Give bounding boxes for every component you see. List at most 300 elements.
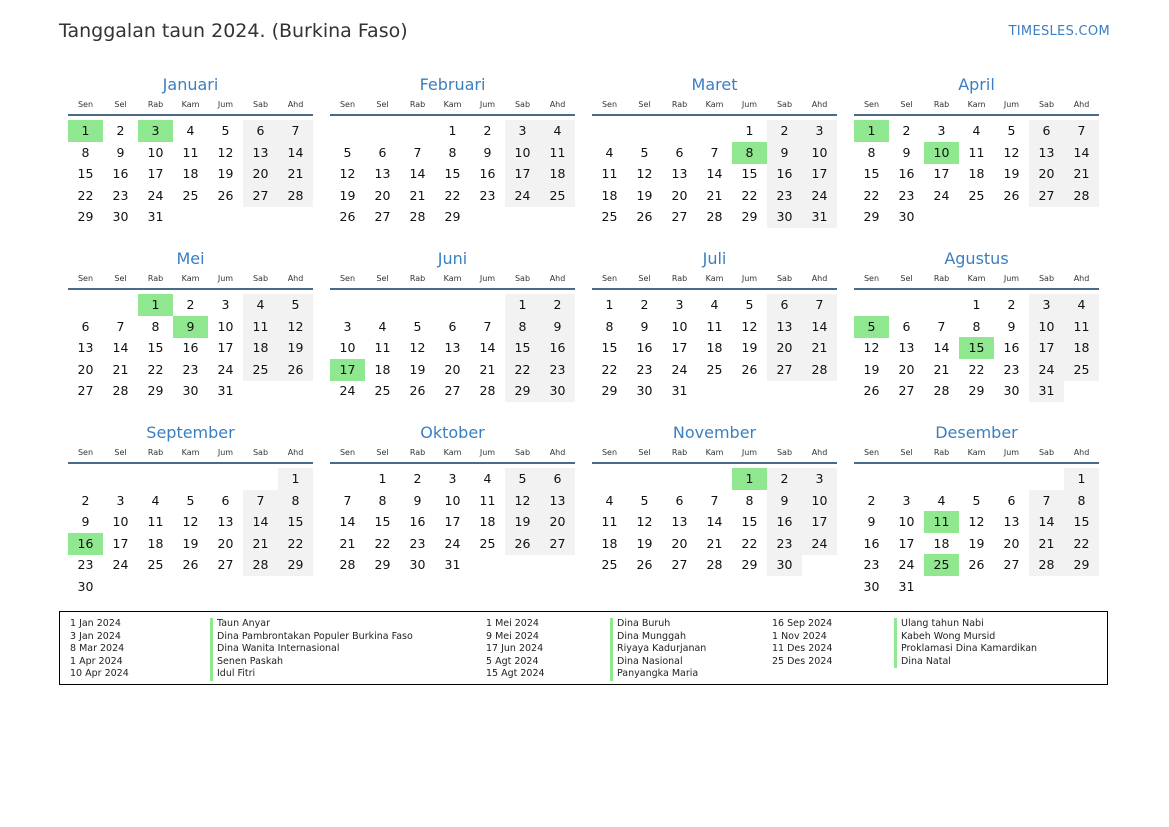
day-cell: 2 xyxy=(483,123,492,138)
day-cell: 11 xyxy=(706,318,723,334)
day-cell: 31 xyxy=(217,383,234,399)
legend-date: 11 Des 2024 xyxy=(772,643,833,655)
day-cell: 13 xyxy=(243,142,278,164)
day-cell: 14 xyxy=(278,142,313,164)
day-cell: 20 xyxy=(898,361,915,377)
day-cell: 3 xyxy=(116,492,125,508)
day-cell: 10 xyxy=(444,492,461,508)
day-cell: 5 xyxy=(640,492,649,508)
weekday-label: Kam xyxy=(705,100,724,109)
day-cell: 10 xyxy=(802,142,837,164)
day-cell: 27 xyxy=(374,209,391,225)
holiday-day-cell: 3 xyxy=(138,120,173,142)
weekday-label: Sen xyxy=(339,448,356,457)
day-cell: 8 xyxy=(448,144,457,160)
day-cell: 29 xyxy=(1064,554,1099,576)
day-cell: 5 xyxy=(413,318,422,334)
day-cell: 22 xyxy=(374,535,391,551)
day-cell: 29 xyxy=(278,554,313,576)
day-cell: 2 xyxy=(413,471,422,486)
day-cell: 15 xyxy=(863,166,880,182)
day-cell: 21 xyxy=(479,361,496,377)
day-cell: 29 xyxy=(444,209,461,225)
day-cell: 29 xyxy=(147,383,164,399)
day-cell: 2 xyxy=(902,123,911,138)
day-cell: 8 xyxy=(972,318,981,334)
day-cell: 15 xyxy=(741,166,758,182)
day-cell: 9 xyxy=(640,318,649,334)
day-cell: 16 xyxy=(767,163,802,185)
weekday-header xyxy=(330,98,575,116)
weekday-label: Jum xyxy=(479,448,496,457)
weekday-label: Rab xyxy=(671,448,688,457)
day-cell: 30 xyxy=(77,579,94,594)
day-cell: 26 xyxy=(505,533,540,555)
day-cell: 25 xyxy=(182,187,199,203)
day-cell: 22 xyxy=(741,187,758,203)
weekday-header xyxy=(592,446,837,464)
holiday-legend xyxy=(59,611,1108,685)
legend-holiday-name: Dina Buruh xyxy=(610,618,706,631)
day-cell: 20 xyxy=(671,535,688,551)
day-cell: 13 xyxy=(77,340,94,356)
day-cell: 5 xyxy=(186,492,195,508)
day-cell: 14 xyxy=(706,166,723,182)
day-cell: 18 xyxy=(147,535,164,551)
holiday-day-cell: 15 xyxy=(959,337,994,359)
day-cell: 28 xyxy=(112,383,129,399)
day-cell: 1 xyxy=(278,468,313,490)
weekday-label: Sab xyxy=(252,100,269,109)
day-cell: 9 xyxy=(902,144,911,160)
day-cell: 22 xyxy=(741,535,758,551)
day-cell: 12 xyxy=(217,144,234,160)
day-cell: 16 xyxy=(112,166,129,182)
day-cell: 10 xyxy=(671,318,688,334)
weekday-label: Jum xyxy=(741,448,758,457)
day-cell: 14 xyxy=(802,316,837,338)
day-cell: 15 xyxy=(505,337,540,359)
legend-dates-col xyxy=(772,618,832,668)
legend-holiday-name: Dina Nasional xyxy=(610,656,706,669)
day-cell: 22 xyxy=(1064,533,1099,555)
day-cell: 3 xyxy=(937,123,946,138)
day-cell: 20 xyxy=(243,163,278,185)
day-cell: 3 xyxy=(343,318,352,334)
day-cell: 21 xyxy=(706,535,723,551)
legend-date: 17 Jun 2024 xyxy=(486,643,544,655)
day-cell: 4 xyxy=(186,123,195,138)
legend-date: 3 Jan 2024 xyxy=(70,630,121,642)
calendar-grid xyxy=(68,74,1108,604)
weekday-label: Jum xyxy=(1003,274,1020,283)
day-cell: 14 xyxy=(409,166,426,182)
month-desember xyxy=(854,422,1099,592)
day-cell: 19 xyxy=(339,187,356,203)
day-cell: 20 xyxy=(444,361,461,377)
legend-holiday-name: Proklamasi Dina Kamardikan xyxy=(894,643,1037,656)
weekday-label: Ahd xyxy=(287,100,304,109)
weekday-label: Sel xyxy=(376,448,389,457)
weekday-label: Ahd xyxy=(287,448,304,457)
day-cell: 8 xyxy=(605,318,614,334)
day-cell: 10 xyxy=(802,490,837,512)
day-cell: 21 xyxy=(409,187,426,203)
legend-holiday-name: Senen Paskah xyxy=(210,656,413,669)
day-cell: 11 xyxy=(243,316,278,338)
day-cell: 25 xyxy=(601,557,618,573)
weekday-label: Rab xyxy=(671,100,688,109)
weekday-label: Sab xyxy=(252,274,269,283)
day-cell: 19 xyxy=(968,535,985,551)
day-cell: 7 xyxy=(937,318,946,334)
day-cell: 27 xyxy=(243,185,278,207)
day-cell: 9 xyxy=(1007,318,1016,334)
weekday-label: Kam xyxy=(705,274,724,283)
legend-holiday-name: Ulang tahun Nabi xyxy=(894,618,1037,631)
day-cell: 2 xyxy=(867,492,876,508)
day-cell: 17 xyxy=(671,340,688,356)
day-cell: 14 xyxy=(1029,511,1064,533)
day-cell: 8 xyxy=(1064,490,1099,512)
day-cell: 7 xyxy=(483,318,492,334)
day-cell: 17 xyxy=(112,535,129,551)
day-cell: 19 xyxy=(409,361,426,377)
weekday-label: Sen xyxy=(601,274,618,283)
day-cell: 29 xyxy=(505,380,540,402)
month-februari xyxy=(330,74,575,244)
legend-holiday-name: Riyaya Kadurjanan xyxy=(610,643,706,656)
month-name: Desember xyxy=(935,423,1018,442)
weekday-label: Kam xyxy=(967,100,986,109)
weekday-label: Ahd xyxy=(549,274,566,283)
weekday-label: Ahd xyxy=(1073,274,1090,283)
weekday-label: Jum xyxy=(217,448,234,457)
day-cell: 19 xyxy=(182,535,199,551)
site-logo-link[interactable]: TIMESLES.COM xyxy=(1008,24,1110,39)
legend-names-col xyxy=(210,618,413,681)
holiday-day-cell: 1 xyxy=(854,120,889,142)
day-cell: 19 xyxy=(636,187,653,203)
day-cell: 13 xyxy=(671,514,688,530)
legend-holiday-name: Taun Anyar xyxy=(210,618,413,631)
day-cell: 24 xyxy=(671,361,688,377)
weekday-header xyxy=(68,98,313,116)
holiday-day-cell: 5 xyxy=(854,316,889,338)
month-name: Maret xyxy=(691,75,738,94)
day-cell: 17 xyxy=(147,166,164,182)
day-cell: 18 xyxy=(540,163,575,185)
day-cell: 25 xyxy=(479,535,496,551)
day-cell: 23 xyxy=(898,187,915,203)
weekday-label: Sel xyxy=(376,274,389,283)
day-cell: 4 xyxy=(378,318,387,334)
day-cell: 9 xyxy=(116,144,125,160)
day-cell: 3 xyxy=(802,120,837,142)
day-cell: 16 xyxy=(636,340,653,356)
day-cell: 23 xyxy=(77,557,94,573)
legend-names-col xyxy=(610,618,706,681)
day-cell: 11 xyxy=(182,144,199,160)
day-cell: 30 xyxy=(863,579,880,594)
day-cell: 25 xyxy=(243,359,278,381)
day-cell: 7 xyxy=(710,144,719,160)
month-name: Mei xyxy=(176,249,205,268)
weekday-label: Jum xyxy=(741,274,758,283)
day-cell: 23 xyxy=(409,535,426,551)
day-cell: 3 xyxy=(505,120,540,142)
holiday-day-cell: 8 xyxy=(732,142,767,164)
day-cell: 4 xyxy=(972,123,981,138)
day-cell: 26 xyxy=(863,383,880,399)
legend-date: 16 Sep 2024 xyxy=(772,618,833,629)
day-cell: 24 xyxy=(217,361,234,377)
day-cell: 24 xyxy=(933,187,950,203)
day-cell: 23 xyxy=(540,359,575,381)
legend-holiday-name: Dina Natal xyxy=(894,656,1037,669)
day-cell: 7 xyxy=(1029,490,1064,512)
day-cell: 26 xyxy=(217,187,234,203)
day-cell: 8 xyxy=(378,492,387,508)
day-cell: 12 xyxy=(505,490,540,512)
weekday-label: Rab xyxy=(409,100,426,109)
day-cell: 17 xyxy=(933,166,950,182)
day-cell: 1 xyxy=(505,294,540,316)
month-name: Agustus xyxy=(944,249,1009,268)
day-cell: 30 xyxy=(112,209,129,225)
legend-holiday-name: Panyangka Maria xyxy=(610,668,706,681)
day-cell: 11 xyxy=(540,142,575,164)
day-cell: 23 xyxy=(636,361,653,377)
day-cell: 2 xyxy=(186,297,195,312)
day-cell: 20 xyxy=(1003,535,1020,551)
weekday-header xyxy=(330,446,575,464)
day-cell: 14 xyxy=(479,340,496,356)
day-cell: 22 xyxy=(968,361,985,377)
weekday-header xyxy=(592,98,837,116)
day-cell: 28 xyxy=(409,209,426,225)
day-cell: 29 xyxy=(77,209,94,225)
day-cell: 31 xyxy=(802,206,837,228)
day-cell: 26 xyxy=(1003,187,1020,203)
day-cell: 30 xyxy=(636,383,653,399)
day-cell: 6 xyxy=(378,144,387,160)
day-cell: 13 xyxy=(1003,514,1020,530)
day-cell: 8 xyxy=(151,318,160,334)
month-juni xyxy=(330,248,575,418)
day-cell: 26 xyxy=(278,359,313,381)
weekday-label: Sen xyxy=(863,448,880,457)
day-cell: 27 xyxy=(444,383,461,399)
day-cell: 20 xyxy=(77,361,94,377)
day-cell: 28 xyxy=(802,359,837,381)
day-cell: 28 xyxy=(243,554,278,576)
weekday-label: Jum xyxy=(741,100,758,109)
weekday-label: Sel xyxy=(114,274,127,283)
month-april xyxy=(854,74,1099,244)
day-cell: 9 xyxy=(81,514,90,530)
holiday-day-cell: 25 xyxy=(924,554,959,576)
day-cell: 10 xyxy=(505,142,540,164)
legend-date: 1 Mei 2024 xyxy=(486,618,539,629)
day-cell: 16 xyxy=(767,511,802,533)
day-cell: 29 xyxy=(863,209,880,225)
day-cell: 22 xyxy=(77,187,94,203)
legend-date: 1 Nov 2024 xyxy=(772,630,827,642)
day-cell: 18 xyxy=(182,166,199,182)
day-cell: 22 xyxy=(278,533,313,555)
day-cell: 15 xyxy=(1064,511,1099,533)
day-cell: 28 xyxy=(706,209,723,225)
day-cell: 19 xyxy=(217,166,234,182)
weekday-label: Kam xyxy=(967,274,986,283)
month-juli xyxy=(592,248,837,418)
day-cell: 2 xyxy=(116,123,125,138)
day-cell: 25 xyxy=(1064,359,1099,381)
day-cell: 30 xyxy=(540,380,575,402)
weekday-label: Kam xyxy=(967,448,986,457)
day-cell: 16 xyxy=(863,535,880,551)
day-cell: 13 xyxy=(767,316,802,338)
month-agustus xyxy=(854,248,1099,418)
day-cell: 22 xyxy=(147,361,164,377)
day-cell: 5 xyxy=(505,468,540,490)
legend-date: 9 Mei 2024 xyxy=(486,630,539,642)
day-cell: 21 xyxy=(933,361,950,377)
day-cell: 27 xyxy=(540,533,575,555)
day-cell: 24 xyxy=(339,383,356,399)
weekday-label: Ahd xyxy=(811,100,828,109)
day-cell: 12 xyxy=(1003,144,1020,160)
day-cell: 14 xyxy=(706,514,723,530)
day-cell: 15 xyxy=(374,514,391,530)
day-cell: 4 xyxy=(605,492,614,508)
weekday-label: Jum xyxy=(217,274,234,283)
day-cell: 23 xyxy=(1003,361,1020,377)
day-cell: 29 xyxy=(374,557,391,573)
weekday-label: Sab xyxy=(776,448,793,457)
day-cell: 24 xyxy=(802,185,837,207)
month-maret xyxy=(592,74,837,244)
month-name: April xyxy=(958,75,995,94)
day-cell: 5 xyxy=(278,294,313,316)
holiday-day-cell: 17 xyxy=(330,359,365,381)
day-cell: 20 xyxy=(767,337,802,359)
day-cell: 6 xyxy=(1007,492,1016,508)
day-cell: 27 xyxy=(671,209,688,225)
day-cell: 15 xyxy=(77,166,94,182)
day-cell: 25 xyxy=(147,557,164,573)
day-cell: 26 xyxy=(636,557,653,573)
day-cell: 22 xyxy=(601,361,618,377)
day-cell: 10 xyxy=(898,514,915,530)
month-mei xyxy=(68,248,313,418)
day-cell: 28 xyxy=(278,185,313,207)
weekday-label: Rab xyxy=(147,274,164,283)
weekday-label: Sab xyxy=(776,274,793,283)
weekday-label: Kam xyxy=(181,100,200,109)
day-cell: 29 xyxy=(741,557,758,573)
day-cell: 3 xyxy=(802,468,837,490)
day-cell: 9 xyxy=(413,492,422,508)
month-name: Juni xyxy=(437,249,468,268)
day-cell: 2 xyxy=(81,492,90,508)
day-cell: 12 xyxy=(636,514,653,530)
day-cell: 15 xyxy=(601,340,618,356)
legend-date: 10 Apr 2024 xyxy=(70,668,129,680)
day-cell: 6 xyxy=(540,468,575,490)
legend-date: 1 Jan 2024 xyxy=(70,618,121,629)
day-cell: 14 xyxy=(1064,142,1099,164)
legend-holiday-name: Dina Wanita Internasional xyxy=(210,643,413,656)
day-cell: 12 xyxy=(339,166,356,182)
day-cell: 27 xyxy=(1029,185,1064,207)
day-cell: 8 xyxy=(81,144,90,160)
day-cell: 6 xyxy=(767,294,802,316)
holiday-day-cell: 9 xyxy=(173,316,208,338)
weekday-label: Sen xyxy=(77,448,94,457)
day-cell: 2 xyxy=(540,294,575,316)
day-cell: 18 xyxy=(601,187,618,203)
day-cell: 15 xyxy=(741,514,758,530)
day-cell: 22 xyxy=(863,187,880,203)
day-cell: 25 xyxy=(374,383,391,399)
day-cell: 15 xyxy=(444,166,461,182)
day-cell: 18 xyxy=(933,535,950,551)
day-cell: 20 xyxy=(217,535,234,551)
day-cell: 9 xyxy=(867,514,876,530)
day-cell: 29 xyxy=(968,383,985,399)
month-oktober xyxy=(330,422,575,592)
day-cell: 7 xyxy=(343,492,352,508)
weekday-label: Sen xyxy=(77,100,94,109)
day-cell: 4 xyxy=(1064,294,1099,316)
legend-dates-col xyxy=(486,618,545,681)
day-cell: 6 xyxy=(902,318,911,334)
weekday-label: Kam xyxy=(181,448,200,457)
day-cell: 6 xyxy=(675,144,684,160)
weekday-label: Kam xyxy=(443,100,462,109)
holiday-day-cell: 16 xyxy=(68,533,103,555)
day-cell: 8 xyxy=(867,144,876,160)
day-cell: 24 xyxy=(1029,359,1064,381)
weekday-label: Sab xyxy=(776,100,793,109)
day-cell: 29 xyxy=(601,383,618,399)
weekday-label: Sen xyxy=(601,448,618,457)
day-cell: 8 xyxy=(278,490,313,512)
day-cell: 9 xyxy=(767,490,802,512)
weekday-header xyxy=(68,272,313,290)
weekday-label: Kam xyxy=(705,448,724,457)
day-cell: 30 xyxy=(898,209,915,225)
month-september xyxy=(68,422,313,592)
weekday-label: Kam xyxy=(443,448,462,457)
weekday-label: Jum xyxy=(479,274,496,283)
day-cell: 5 xyxy=(972,492,981,508)
day-cell: 9 xyxy=(767,142,802,164)
weekday-label: Sel xyxy=(900,100,913,109)
weekday-label: Ahd xyxy=(811,274,828,283)
day-cell: 23 xyxy=(767,185,802,207)
legend-holiday-name: Dina Munggah xyxy=(610,631,706,644)
day-cell: 12 xyxy=(182,514,199,530)
day-cell: 22 xyxy=(505,359,540,381)
day-cell: 23 xyxy=(479,187,496,203)
day-cell: 17 xyxy=(802,511,837,533)
day-cell: 19 xyxy=(741,340,758,356)
day-cell: 6 xyxy=(81,318,90,334)
legend-date: 1 Apr 2024 xyxy=(70,655,123,667)
